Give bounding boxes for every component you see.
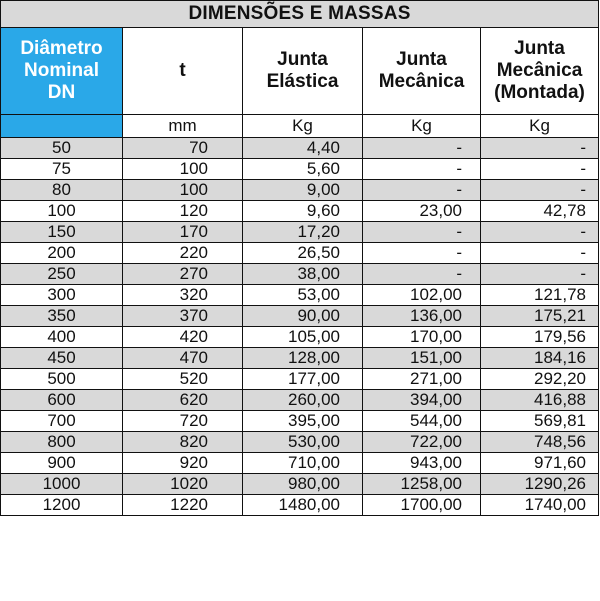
- cell-mechanical-assembled: 42,78: [481, 201, 599, 222]
- cell-t: 220: [123, 243, 243, 264]
- unit-dn: [1, 115, 123, 138]
- table-row: [1, 285, 599, 306]
- cell-dn: 450: [1, 348, 123, 369]
- cell-mechanical: 1258,00: [363, 474, 481, 495]
- cell-mechanical-assembled: 121,78: [481, 285, 599, 306]
- cell-mechanical: 722,00: [363, 432, 481, 453]
- cell-dn: 400: [1, 327, 123, 348]
- header-jmm-line1: Junta: [514, 38, 565, 59]
- table-row: [1, 327, 599, 348]
- cell-t: 100: [123, 180, 243, 201]
- table-row: [1, 453, 599, 474]
- cell-dn: 300: [1, 285, 123, 306]
- cell-dn: 600: [1, 390, 123, 411]
- table-row: [1, 243, 599, 264]
- header-t: t: [123, 28, 243, 115]
- cell-t: 1020: [123, 474, 243, 495]
- unit-jmm: Kg: [481, 115, 599, 138]
- cell-dn: 350: [1, 306, 123, 327]
- cell-mechanical: -: [363, 264, 481, 285]
- unit-jm: Kg: [363, 115, 481, 138]
- cell-dn: 50: [1, 138, 123, 159]
- cell-dn: 250: [1, 264, 123, 285]
- table-row: [1, 159, 599, 180]
- cell-mechanical: -: [363, 180, 481, 201]
- cell-t: 820: [123, 432, 243, 453]
- table-row: [1, 495, 599, 516]
- unit-je: Kg: [243, 115, 363, 138]
- cell-t: 470: [123, 348, 243, 369]
- cell-elastic: 260,00: [243, 390, 363, 411]
- header-jm-line2: Mecânica: [378, 71, 465, 92]
- cell-elastic: 530,00: [243, 432, 363, 453]
- cell-mechanical: 394,00: [363, 390, 481, 411]
- cell-mechanical-assembled: 569,81: [481, 411, 599, 432]
- cell-elastic: 26,50: [243, 243, 363, 264]
- table-row: [1, 390, 599, 411]
- cell-mechanical: -: [363, 159, 481, 180]
- header-elastic-joint: [243, 28, 363, 115]
- cell-t: 1220: [123, 495, 243, 516]
- cell-t: 520: [123, 369, 243, 390]
- cell-mechanical-assembled: 1740,00: [481, 495, 599, 516]
- cell-mechanical: 102,00: [363, 285, 481, 306]
- cell-t: 70: [123, 138, 243, 159]
- table-row: [1, 138, 599, 159]
- cell-elastic: 17,20: [243, 222, 363, 243]
- cell-dn: 1000: [1, 474, 123, 495]
- cell-t: 720: [123, 411, 243, 432]
- cell-mechanical: -: [363, 138, 481, 159]
- cell-t: 920: [123, 453, 243, 474]
- unit-t: mm: [123, 115, 243, 138]
- table-row: [1, 222, 599, 243]
- cell-mechanical-assembled: 1290,26: [481, 474, 599, 495]
- header-jmm-line2: Mecânica: [496, 60, 583, 81]
- header-nominal-diameter: [1, 28, 123, 115]
- table-row: [1, 201, 599, 222]
- cell-elastic: 90,00: [243, 306, 363, 327]
- cell-dn: 500: [1, 369, 123, 390]
- cell-elastic: 177,00: [243, 369, 363, 390]
- cell-mechanical-assembled: -: [481, 159, 599, 180]
- header-dn-line2: Nominal: [24, 60, 99, 81]
- cell-dn: 1200: [1, 495, 123, 516]
- table-title: DIMENSÕES E MASSAS: [1, 1, 599, 28]
- cell-mechanical: 23,00: [363, 201, 481, 222]
- cell-elastic: 9,00: [243, 180, 363, 201]
- cell-elastic: 710,00: [243, 453, 363, 474]
- header-jm-line1: Junta: [396, 49, 447, 70]
- cell-dn: 200: [1, 243, 123, 264]
- table-row: [1, 348, 599, 369]
- cell-elastic: 105,00: [243, 327, 363, 348]
- cell-elastic: 395,00: [243, 411, 363, 432]
- cell-mechanical-assembled: 971,60: [481, 453, 599, 474]
- cell-mechanical: 1700,00: [363, 495, 481, 516]
- cell-dn: 700: [1, 411, 123, 432]
- cell-mechanical-assembled: -: [481, 264, 599, 285]
- cell-mechanical-assembled: -: [481, 222, 599, 243]
- cell-mechanical: 136,00: [363, 306, 481, 327]
- cell-dn: 150: [1, 222, 123, 243]
- cell-elastic: 1480,00: [243, 495, 363, 516]
- cell-elastic: 9,60: [243, 201, 363, 222]
- table-row: [1, 264, 599, 285]
- cell-mechanical-assembled: 748,56: [481, 432, 599, 453]
- cell-dn: 100: [1, 201, 123, 222]
- header-je-line2: Elástica: [266, 71, 339, 92]
- cell-mechanical-assembled: 416,88: [481, 390, 599, 411]
- cell-t: 320: [123, 285, 243, 306]
- cell-mechanical: 943,00: [363, 453, 481, 474]
- table-row: [1, 369, 599, 390]
- table-row: [1, 180, 599, 201]
- cell-elastic: 128,00: [243, 348, 363, 369]
- header-jmm-line3: (Montada): [494, 82, 585, 103]
- cell-mechanical: 151,00: [363, 348, 481, 369]
- cell-t: 370: [123, 306, 243, 327]
- cell-elastic: 980,00: [243, 474, 363, 495]
- cell-t: 170: [123, 222, 243, 243]
- header-je-line1: Junta: [277, 49, 328, 70]
- cell-mechanical-assembled: 292,20: [481, 369, 599, 390]
- cell-mechanical: 271,00: [363, 369, 481, 390]
- cell-dn: 75: [1, 159, 123, 180]
- table-row: [1, 432, 599, 453]
- cell-elastic: 53,00: [243, 285, 363, 306]
- cell-elastic: 38,00: [243, 264, 363, 285]
- cell-t: 120: [123, 201, 243, 222]
- cell-mechanical: -: [363, 222, 481, 243]
- cell-t: 270: [123, 264, 243, 285]
- table-row: [1, 306, 599, 327]
- cell-elastic: 4,40: [243, 138, 363, 159]
- cell-mechanical-assembled: -: [481, 243, 599, 264]
- header-mechanical-joint-assembled: [481, 28, 599, 115]
- cell-t: 100: [123, 159, 243, 180]
- header-dn-line3: DN: [47, 82, 76, 103]
- cell-dn: 900: [1, 453, 123, 474]
- table-row: [1, 474, 599, 495]
- cell-mechanical: -: [363, 243, 481, 264]
- cell-mechanical-assembled: -: [481, 180, 599, 201]
- cell-mechanical-assembled: 179,56: [481, 327, 599, 348]
- table-row: [1, 411, 599, 432]
- cell-mechanical-assembled: 184,16: [481, 348, 599, 369]
- cell-elastic: 5,60: [243, 159, 363, 180]
- cell-mechanical: 544,00: [363, 411, 481, 432]
- cell-mechanical-assembled: 175,21: [481, 306, 599, 327]
- cell-mechanical-assembled: -: [481, 138, 599, 159]
- cell-t: 620: [123, 390, 243, 411]
- cell-mechanical: 170,00: [363, 327, 481, 348]
- cell-dn: 800: [1, 432, 123, 453]
- header-mechanical-joint: [363, 28, 481, 115]
- header-dn-line1: Diâmetro: [20, 38, 103, 59]
- cell-dn: 80: [1, 180, 123, 201]
- cell-t: 420: [123, 327, 243, 348]
- table-body: [1, 138, 599, 516]
